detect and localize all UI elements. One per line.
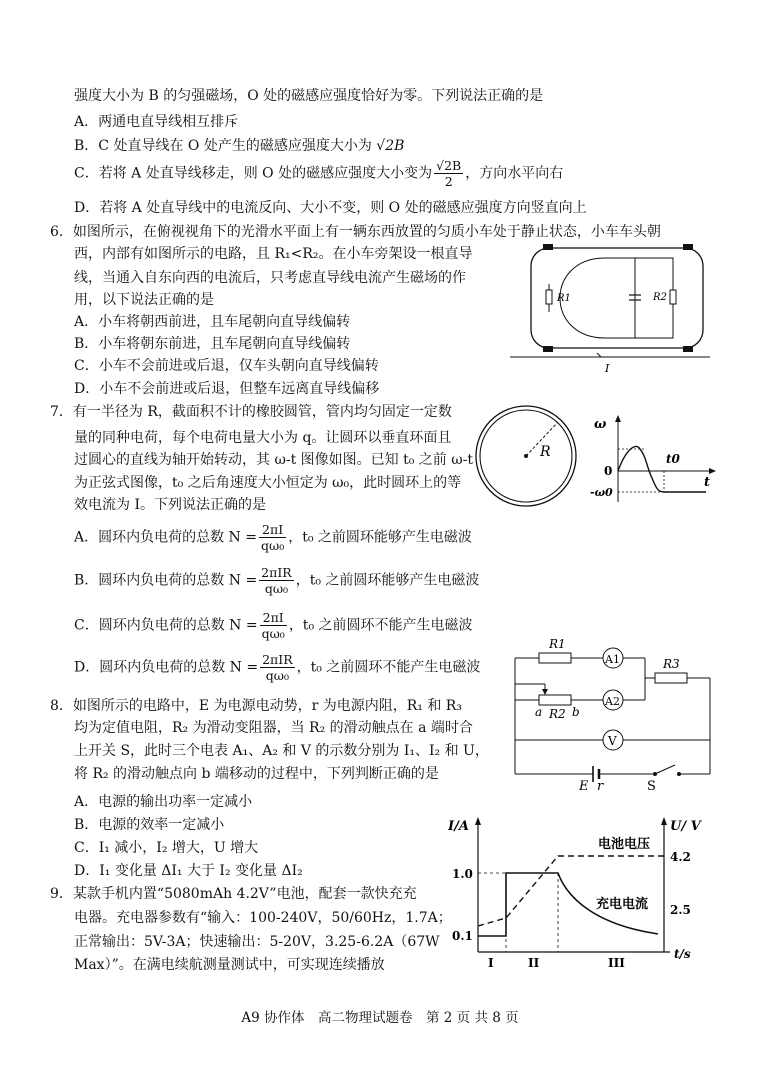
q8-ammeter2-label: A2 <box>605 695 620 708</box>
page-footer: A9 协作体 高二物理试题卷 第 2 页 共 8 页 <box>241 1010 519 1026</box>
q7-ring-figure <box>470 402 582 510</box>
q6-stem-3: 线，当通入自东向西的电流后，只考虑直导线电流产生磁场的作 <box>74 270 466 286</box>
q9-current-label: 充电电流 <box>596 897 649 912</box>
q7-omega-t-graph <box>588 412 720 508</box>
q8-emf-label: E <box>579 779 589 794</box>
q8-option-b: B．电源的效率一定减小 <box>74 817 225 833</box>
q8-stem-1: 8．如图所示的电路中，E 为电源电动势，r 为电源内阻，R₁ 和 R₃ <box>50 698 462 714</box>
q8-option-a: A．电源的输出功率一定减小 <box>74 794 253 810</box>
q9-left-axis-label: I/A <box>448 819 469 834</box>
q5-option-c: C．若将 A 处直导线移走，则 O 处的磁感应强度大小变为 $\frac{√2B}{2}$ ，方向水平向右 <box>74 158 564 189</box>
q7-option-b: B．圆环内负电荷的总数 N = $\frac{\text{2πIR}}{\text{qω₀}}$ ，t₀ 之前圆环能够产生电磁波 <box>74 565 480 596</box>
q8-stem-4: 将 R₂ 的滑动触点向 b 端移动的过程中，下列判断正确的是 <box>74 766 439 782</box>
q5-stem-cont: 强度大小为 B 的匀强磁场，O 处的磁感应强度恰好为零。下列说法正确的是 <box>74 88 544 104</box>
q7-stem-1: 7．有一半径为 R，截面积不计的橡胶圆管，管内均匀固定一定数 <box>50 404 452 420</box>
q8-voltmeter-label: V <box>608 734 617 748</box>
q8-stem-2: 均为定值电阻，R₂ 为滑动变阻器，当 R₂ 的滑动触点在 a 端时合 <box>74 720 473 736</box>
q7-omega-axis-label: ω <box>594 417 607 432</box>
q9-time-axis-label: t/s <box>674 947 691 961</box>
q9-right-axis-label: U/ V <box>670 819 701 834</box>
q9-stage-1: I <box>488 956 494 970</box>
q8-circuit-figure <box>505 634 720 794</box>
q5-option-d: D．若将 A 处直导线中的电流反向、大小不变，则 O 处的磁感应强度方向竖直向上 <box>74 200 587 216</box>
q8-option-c: C．I₁ 减小，I₂ 增大，U 增大 <box>74 840 259 856</box>
q9-stem-1: 9．某款手机内置“5080mAh 4.2V”电池，配套一款快充充 <box>50 886 417 902</box>
q6-stem-2: 西，内部有如图所示的电路，且 R₁<R₂。在小车旁架设一根直导 <box>74 246 473 262</box>
q9-tick-0.1: 0.1 <box>452 929 473 943</box>
q5-option-b: B．C 处直导线在 O 处产生的磁感应强度大小为 √2B <box>74 138 405 154</box>
q7-t-axis-label: t <box>704 475 711 490</box>
q7-t0-label: t0 <box>666 452 680 466</box>
q8-r3-label: R3 <box>663 657 680 671</box>
q7-radius-label: R <box>540 444 551 460</box>
q8-ammeter1-label: A1 <box>605 653 620 666</box>
q8-r2-label: R2 <box>549 707 566 721</box>
q8-option-d: D．I₁ 变化量 ΔI₁ 大于 I₂ 变化量 ΔI₂ <box>74 863 303 879</box>
q6-option-a: A．小车将朝西前进，且车尾朝向直导线偏转 <box>74 314 351 330</box>
q8-switch-label: S <box>647 779 656 794</box>
q6-current-label: I <box>605 362 610 374</box>
q9-tick-1.0: 1.0 <box>452 867 473 881</box>
q7-stem-4: 为正弦式图像，t₀ 之后角速度大小恒定为 ω₀，此时圆环上的等 <box>74 475 462 491</box>
q8-b-label: b <box>572 705 580 719</box>
q7-option-d: D．圆环内负电荷的总数 N = $\frac{\text{2πIR}}{\text{qω₀}}$ ，t₀ 之前圆环不能产生电磁波 <box>74 652 481 683</box>
q9-stem-4: Max）”。在满电续航测量测试中，可实现连续播放 <box>74 957 385 973</box>
q9-tick-4.2: 4.2 <box>670 850 691 864</box>
q7-option-c: C．圆环内负电荷的总数 N = $\frac{2\pi I}{\text{qω₀}}$ ，t₀ 之前圆环不能产生电磁波 <box>74 610 473 641</box>
resistor-r1 <box>546 290 552 304</box>
q9-stem-3: 正常输出：5V-3A；快速输出：5-20V，3.25-6.2A（67W <box>74 934 440 950</box>
q6-option-b: B．小车将朝东前进，且车尾朝向直导线偏转 <box>74 336 351 352</box>
q6-r1-label: R1 <box>557 293 571 304</box>
q8-r1-label: R1 <box>549 637 566 651</box>
q8-a-label: a <box>535 705 543 719</box>
q6-stem-4: 用，以下说法正确的是 <box>74 292 214 308</box>
resistor-r2 <box>670 290 676 304</box>
q6-option-d: D．小车不会前进或后退，但整车远离直导线偏移 <box>74 381 380 397</box>
q9-stage-3: III <box>608 956 625 970</box>
q5-option-a: A．两通电直导线相互排斥 <box>74 114 239 130</box>
q9-charging-graph <box>448 800 710 970</box>
q6-r2-label: R2 <box>653 292 667 303</box>
q6-option-c: C．小车不会前进或后退，仅车头朝向直导线偏转 <box>74 358 379 374</box>
q8-stem-3: 上开关 S，此时三个电表 A₁、A₂ 和 V 的示数分别为 I₁、I₂ 和 U， <box>74 743 489 759</box>
q7-stem-2: 量的同种电荷，每个电荷电量大小为 q。让圆环以垂直环面且 <box>74 430 452 446</box>
q7-stem-5: 效电流为 I。下列说法正确的是 <box>74 497 266 513</box>
q9-tick-2.5: 2.5 <box>670 903 691 917</box>
q6-car-figure <box>505 244 715 374</box>
q7-stem-3: 过圆心的直线为轴开始转动，其 ω-t 图像如图。已知 t₀ 之前 ω-t <box>74 452 474 468</box>
q7-zero-label: 0 <box>604 464 613 478</box>
q9-voltage-label: 电池电压 <box>598 837 651 852</box>
q8-internal-r-label: r <box>597 779 604 794</box>
q9-stem-2: 电器。充电器参数有“输入：100-240V，50/60Hz，1.7A； <box>74 910 452 926</box>
q6-stem-1: 6．如图所示，在俯视视角下的光滑水平面上有一辆东西放置的匀质小车处于静止状态，小车车头朝 <box>50 224 661 240</box>
q9-stage-2: II <box>528 956 540 970</box>
q7-option-a: A．圆环内负电荷的总数 N = $\frac{2\pi I}{\text{qω₀}}$ ，t₀ 之前圆环能够产生电磁波 <box>74 522 472 553</box>
q7-neg-omega0-label: -ω0 <box>590 486 613 499</box>
